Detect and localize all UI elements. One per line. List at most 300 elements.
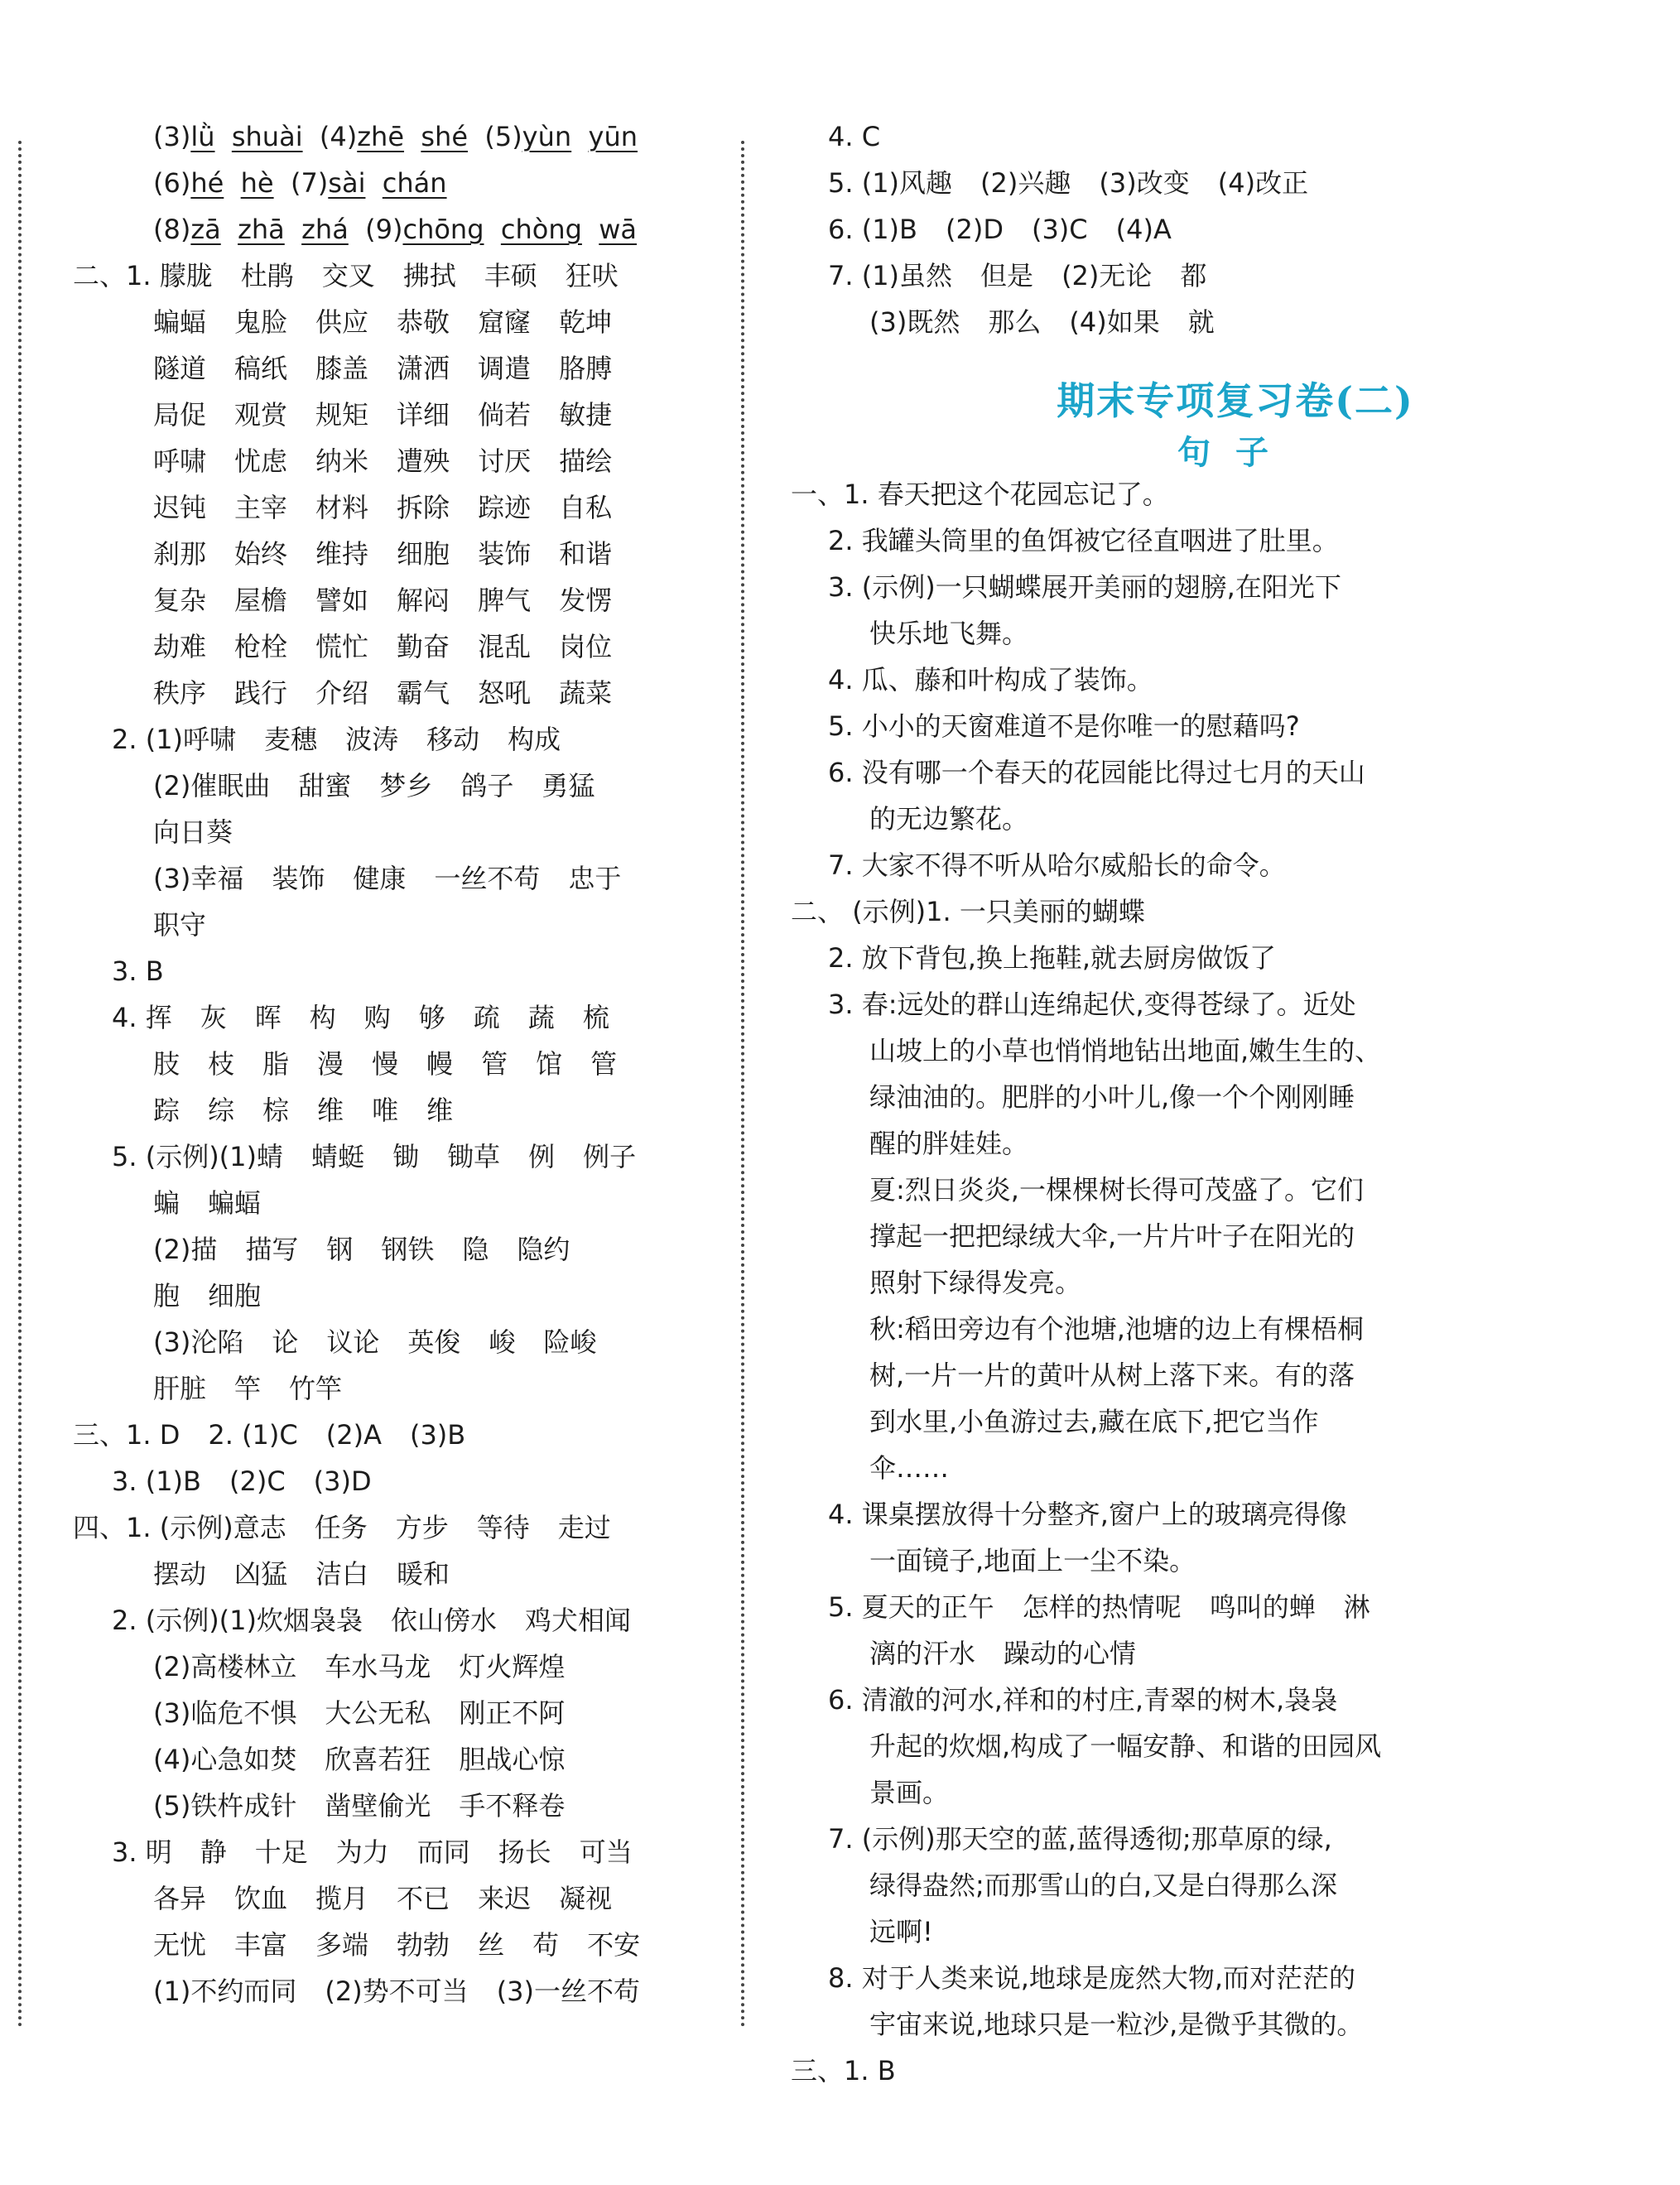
answer-word: 苟 (532, 1929, 560, 1961)
answer-word: 移动 (426, 724, 480, 755)
answer-line (153, 166, 447, 200)
answer-word: 霸气 (397, 677, 450, 709)
answer-line (73, 259, 647, 292)
answer-word: 调遣 (478, 353, 532, 384)
answer-line (828, 166, 1336, 200)
answer-word: 发愣 (559, 585, 613, 616)
answer-word: 朦胧 (159, 260, 213, 291)
question-number: 7. (828, 260, 862, 291)
answer-word: 健康 (353, 863, 407, 894)
answer-word: 始终 (234, 538, 288, 570)
question-number: 4. (828, 664, 862, 695)
answer-line (73, 1511, 639, 1544)
pinyin-answer: hè (240, 167, 274, 199)
answer-word: 混乱 (478, 631, 532, 662)
answer-word: 拂拭 (402, 260, 456, 291)
answer-word: 慢 (372, 1048, 399, 1080)
answer-word: 丰富 (234, 1929, 288, 1961)
pinyin-label: (4) (302, 121, 358, 152)
pinyin-label: (5) (468, 121, 522, 152)
answer-line (828, 1683, 1337, 1716)
pinyin-label: (7) (273, 167, 329, 199)
answer-word: (1)虽然 (861, 260, 953, 291)
answer-word: 狂吠 (565, 260, 619, 291)
answer-word: (1)风趣 (861, 167, 953, 199)
answer-word: (3)B (409, 1419, 466, 1451)
answer-word: 夏天的正午 (861, 1591, 994, 1623)
question-number: 4. (828, 121, 862, 152)
answer-word: 综 (208, 1095, 235, 1126)
answer-line (869, 1776, 949, 1809)
answer-text: 课桌摆放得十分整齐,窗户上的玻璃亮得像 (861, 1499, 1347, 1530)
answer-word: (2)高楼林立 (153, 1651, 297, 1682)
pinyin-label (221, 214, 238, 245)
answer-line (112, 1604, 659, 1637)
question-number: 二、1. (73, 260, 160, 291)
answer-line (153, 1372, 370, 1405)
answer-word: 淋 (1343, 1591, 1370, 1623)
answer-line (828, 1961, 1355, 1995)
answer-word: 脂 (262, 1048, 290, 1080)
answer-line (153, 769, 623, 802)
pinyin-label (224, 167, 240, 199)
answer-line (869, 1127, 1028, 1160)
answer-word: 蜻蜓 (311, 1141, 365, 1172)
answer-word: 钢 (326, 1234, 354, 1265)
question-number: 3. (828, 571, 862, 603)
answer-word: 购 (363, 1002, 391, 1033)
answer-word: 甜蜜 (298, 770, 352, 801)
answer-line (153, 1186, 289, 1220)
answer-word: 议论 (326, 1326, 380, 1358)
pinyin-answer: yùn (522, 121, 572, 152)
pinyin-answer: lǜ (190, 121, 215, 152)
answer-word: 勃勃 (397, 1929, 450, 1961)
question-number: 一、1. (791, 479, 878, 510)
answer-word: 隐 (462, 1234, 489, 1265)
answer-word: 敏捷 (559, 399, 613, 431)
answer-line (828, 849, 1286, 882)
answer-line (153, 1743, 593, 1776)
answer-text: 我罐头筒里的鱼饵被它径直咽进了肚里。 (861, 525, 1339, 556)
answer-word: 不已 (397, 1883, 450, 1914)
answer-word: 倘若 (478, 399, 532, 431)
answer-text: 放下背包,换上拖鞋,就去厨房做饭了 (861, 942, 1277, 974)
answer-line (869, 1312, 1364, 1345)
answer-word: 忠于 (568, 863, 622, 894)
answer-line (791, 2054, 896, 2087)
answer-word: 材料 (315, 492, 369, 523)
answer-word: 暖和 (397, 1558, 450, 1590)
answer-word: 主宰 (234, 492, 288, 523)
answer-word: 凝视 (559, 1883, 613, 1914)
answer-line (153, 213, 637, 246)
question-number: 4. (112, 1002, 146, 1033)
answer-word: (示例)意志 (159, 1512, 286, 1543)
answer-word: 呼啸 (153, 445, 207, 477)
answer-word: 论 (272, 1326, 299, 1358)
answer-line (153, 1928, 668, 1961)
answer-word: 锄草 (447, 1141, 501, 1172)
answer-word: 规矩 (315, 399, 369, 431)
question-number: 5. (828, 167, 862, 199)
answer-word: 供应 (315, 306, 369, 338)
answer-word: 灯火辉煌 (459, 1651, 566, 1682)
answer-word: 譬如 (315, 585, 369, 616)
answer-text: 宇宙来说,地球只是一粒沙,是微乎其微的。 (869, 2009, 1364, 2040)
pinyin-answer: wā (599, 214, 638, 245)
answer-line (791, 478, 1169, 511)
question-number: 三、1. (73, 1419, 160, 1451)
pinyin-label (484, 214, 501, 245)
answer-line (153, 1882, 640, 1915)
section-subtitle: 句子 (1177, 433, 1293, 472)
answer-line (869, 1544, 1196, 1577)
answer-word: 多端 (315, 1929, 369, 1961)
pinyin-answer: hé (190, 167, 224, 199)
answer-word: 棕 (262, 1095, 290, 1126)
answer-text: 清澈的河水,祥和的村庄,青翠的树木,袅袅 (861, 1684, 1338, 1716)
answer-word: (2)C (229, 1465, 286, 1497)
answer-word: 细胞 (208, 1280, 262, 1311)
answer-line (153, 120, 638, 153)
answer-word: 纳米 (315, 445, 369, 477)
answer-word: 观赏 (234, 399, 288, 431)
answer-word: (示例)(1)炊烟袅袅 (145, 1605, 363, 1636)
answer-word: 可当 (579, 1836, 633, 1868)
pinyin-answer: zhē (357, 121, 405, 152)
answer-line (153, 537, 640, 570)
answer-word: 自私 (559, 492, 613, 523)
answer-word: 胞 (153, 1280, 181, 1311)
answer-word: 鬼脸 (234, 306, 288, 338)
answer-word: 勤奋 (397, 631, 450, 662)
answer-word: 漫 (317, 1048, 344, 1080)
answer-line (828, 663, 1153, 696)
answer-line (869, 1637, 1164, 1670)
answer-word: 例 (528, 1141, 556, 1172)
answer-line (828, 1822, 1332, 1855)
pinyin-answer: shuài (231, 121, 303, 152)
pinyin-answer: zhā (238, 214, 285, 245)
answer-word: 幔 (426, 1048, 454, 1080)
answer-word: 都 (1180, 260, 1207, 291)
answer-word: 唯 (372, 1095, 399, 1126)
question-number: 5. (112, 1141, 146, 1172)
answer-word: 为力 (335, 1836, 389, 1868)
answer-word: (2)D (945, 214, 1004, 245)
answer-word: 十足 (254, 1836, 308, 1868)
answer-line (153, 1279, 289, 1312)
answer-word: 蝙 (153, 1187, 181, 1219)
answer-line (153, 491, 640, 524)
answer-word: 描绘 (559, 445, 613, 477)
question-number: 2. (828, 525, 862, 556)
answer-word: 细胞 (397, 538, 450, 570)
answer-line (828, 710, 1300, 743)
dotted-rule-left (18, 141, 22, 2029)
answer-word: 洁白 (315, 1558, 369, 1590)
answer-word: (4)如果 (1069, 306, 1160, 338)
answer-word: 但是 (980, 260, 1034, 291)
answer-word: (3)临危不惧 (153, 1697, 297, 1729)
answer-line (828, 988, 1356, 1021)
question-number: 2. (828, 942, 862, 974)
answer-word: 鸣叫的蝉 (1209, 1591, 1316, 1623)
question-number: 2. (112, 724, 146, 755)
answer-word: 岗位 (559, 631, 613, 662)
answer-word: 大公无私 (325, 1697, 431, 1729)
answer-word: 馆 (536, 1048, 563, 1080)
answer-word: 凿壁偷光 (325, 1790, 431, 1822)
answer-word: 向日葵 (153, 816, 233, 848)
answer-line (828, 213, 1200, 246)
answer-word: 肢 (153, 1048, 181, 1080)
answer-word: (2)兴趣 (980, 167, 1071, 199)
answer-word: 职守 (153, 909, 207, 941)
question-number: 4. (828, 1499, 862, 1530)
answer-word: 疏 (473, 1002, 500, 1033)
answer-word: 窟窿 (478, 306, 532, 338)
pinyin-label (365, 167, 382, 199)
answer-word: 踪迹 (478, 492, 532, 523)
answer-word: 静 (200, 1836, 227, 1868)
answer-word: 潇洒 (397, 353, 450, 384)
answer-word: 慌忙 (315, 631, 369, 662)
answer-word: 枪栓 (234, 631, 288, 662)
pinyin-label (215, 121, 232, 152)
answer-line (828, 941, 1276, 975)
answer-word: (3)改变 (1099, 167, 1190, 199)
answer-word: (1)不约而同 (153, 1976, 297, 2007)
answer-word: (1)呼啸 (145, 724, 237, 755)
answer-word: (3)沦陷 (153, 1326, 244, 1358)
answer-word: 枝 (208, 1048, 235, 1080)
question-number: 三、1. (791, 2055, 878, 2086)
answer-word: 维 (426, 1095, 454, 1126)
answer-line (869, 2008, 1363, 2041)
answer-text: 绿油油的。肥胖的小叶儿,像一个个刚刚睡 (869, 1081, 1355, 1113)
answer-text: 照射下绿得发亮。 (869, 1267, 1082, 1298)
answer-word: 明 (145, 1836, 172, 1868)
answer-word: 管 (590, 1048, 618, 1080)
answer-line (869, 1080, 1355, 1114)
answer-text: 秋:稻田旁边有个池塘,池塘的边上有棵梧桐 (869, 1313, 1364, 1345)
answer-word: 构成 (508, 724, 561, 755)
answer-word: (1)B (145, 1465, 201, 1497)
answer-text: 瓜、藤和叶构成了装饰。 (861, 664, 1153, 695)
answer-text: 升起的炊烟,构成了一幅安静、和谐的田园风 (869, 1730, 1382, 1762)
answer-line (869, 1730, 1381, 1763)
answer-word: 车水马龙 (325, 1651, 431, 1682)
answer-word: 摆动 (153, 1558, 207, 1590)
answer-word: (2)催眠曲 (153, 770, 271, 801)
answer-line (112, 1140, 664, 1173)
answer-word: 够 (418, 1002, 445, 1033)
answer-word: 讨厌 (478, 445, 532, 477)
pinyin-label (582, 214, 599, 245)
answer-word: 任务 (314, 1512, 368, 1543)
answer-line (153, 1650, 593, 1683)
answer-line (869, 1266, 1081, 1299)
answer-line (153, 352, 640, 385)
answer-word: (示例)(1)蜻 (145, 1141, 284, 1172)
pinyin-label: (3) (153, 121, 191, 152)
pinyin-label: (6) (153, 167, 191, 199)
answer-word: 揽月 (315, 1883, 369, 1914)
answer-line (153, 1975, 668, 2008)
answer-word: 而同 (416, 1836, 470, 1868)
answer-word: 和谐 (559, 538, 613, 570)
answer-text: 远啊! (869, 1916, 933, 1947)
pinyin-label: (8) (153, 214, 191, 245)
answer-word: 拆除 (397, 492, 450, 523)
answer-word: (5)铁杵成针 (153, 1790, 297, 1822)
answer-word: 蝙蝠 (208, 1187, 262, 1219)
answer-text: (示例)那天空的蓝,蓝得透彻;那草原的绿, (861, 1823, 1332, 1855)
answer-word: 挥 (145, 1002, 172, 1033)
answer-word: 装饰 (478, 538, 532, 570)
answer-text: 春天把这个花园忘记了。 (877, 479, 1169, 510)
pinyin-answer: chòng (500, 214, 582, 245)
answer-word: 复杂 (153, 585, 207, 616)
question-number: 7. (828, 849, 862, 881)
answer-text: (示例)一只蝴蝶展开美丽的翅膀,在阳光下 (861, 571, 1341, 603)
answer-line (112, 955, 192, 988)
answer-line (112, 1001, 638, 1034)
answer-line (153, 862, 649, 895)
answer-word: 隧道 (153, 353, 207, 384)
answer-line (153, 1094, 481, 1127)
answer-word: 丝 (478, 1929, 505, 1961)
answer-word: (2)描 (153, 1234, 218, 1265)
question-number: 四、1. (73, 1512, 160, 1543)
answer-line (828, 524, 1339, 557)
answer-line (869, 1359, 1355, 1392)
answer-text: 景画。 (869, 1777, 950, 1808)
answer-word: 那么 (988, 306, 1042, 338)
answer-word: 恭敬 (397, 306, 450, 338)
answer-word: 饮血 (234, 1883, 288, 1914)
answer-word: 无忧 (153, 1929, 207, 1961)
answer-word: 胆战心惊 (459, 1744, 566, 1775)
answer-text: (示例)1. 一只美丽的蝴蝶 (852, 896, 1145, 927)
answer-word: 介绍 (315, 677, 369, 709)
answer-word: 扬长 (498, 1836, 551, 1868)
answer-word: 英俊 (407, 1326, 461, 1358)
answer-line (869, 1034, 1381, 1067)
answer-word: 钢铁 (381, 1234, 435, 1265)
answer-word: 刹那 (153, 538, 207, 570)
answer-line (869, 1915, 933, 1948)
answer-word: 管 (481, 1048, 508, 1080)
answer-word: 装饰 (272, 863, 325, 894)
answer-line (869, 617, 1028, 650)
answer-text: 没有哪一个春天的花园能比得过七月的天山 (861, 757, 1365, 788)
answer-word: 手不释卷 (459, 1790, 566, 1822)
question-number: 6. (828, 214, 862, 245)
answer-line (112, 1836, 661, 1869)
answer-text: 大家不得不听从哈尔威船长的命令。 (861, 849, 1286, 881)
answer-word: 屋檐 (234, 585, 288, 616)
answer-line (869, 1451, 949, 1485)
answer-line (153, 398, 640, 431)
answer-word: 遭殃 (397, 445, 450, 477)
answer-word: 维持 (315, 538, 369, 570)
answer-text: 快乐地飞舞。 (869, 618, 1029, 649)
answer-line (153, 1557, 478, 1591)
answer-word: 丰硕 (484, 260, 537, 291)
answer-text: 树,一片一片的黄叶从树上落下来。有的落 (869, 1360, 1355, 1391)
answer-word: 一丝不苟 (434, 863, 541, 894)
answer-word: 来迟 (478, 1883, 532, 1914)
pinyin-label: (9) (348, 214, 403, 245)
answer-word: (2)无论 (1061, 260, 1153, 291)
answer-word: 胳膊 (559, 353, 613, 384)
pinyin-label (571, 121, 588, 152)
answer-word: 刚正不阿 (459, 1697, 566, 1729)
answer-word: 膝盖 (315, 353, 369, 384)
question-number: 3. (112, 955, 146, 987)
answer-word: 就 (1187, 306, 1215, 338)
answer-word: 鸽子 (460, 770, 514, 801)
answer-word: 乾坤 (559, 306, 613, 338)
answer-word: 走过 (557, 1512, 611, 1543)
answer-word: 稿纸 (234, 353, 288, 384)
answer-word: 各异 (153, 1883, 207, 1914)
question-number: 6. (828, 757, 862, 788)
answer-line (869, 802, 1028, 835)
answer-word: (3)D (313, 1465, 372, 1497)
question-number: 7. (828, 1823, 862, 1855)
answer-word: 梳 (582, 1002, 609, 1033)
answer-text: 绿得盎然;而那雪山的白,又是白得那么深 (869, 1870, 1337, 1901)
answer-line (828, 120, 880, 153)
answer-word: 躁动的心情 (1004, 1638, 1137, 1669)
answer-line (153, 306, 640, 339)
answer-text: 春:远处的群山连绵起伏,变得苍绿了。近处 (861, 989, 1356, 1020)
answer-line (869, 1869, 1337, 1902)
answer-word: (4)改正 (1217, 167, 1309, 199)
question-number: 3. (112, 1836, 146, 1868)
answer-line (153, 1789, 593, 1822)
answer-line (153, 816, 261, 849)
answer-word: 怎样的热情呢 (1022, 1591, 1182, 1623)
answer-line (869, 1405, 1319, 1438)
answer-line (828, 1498, 1347, 1531)
answer-word: 麦穗 (264, 724, 318, 755)
question-number: 5. (828, 710, 862, 742)
pinyin-answer: sài (328, 167, 366, 199)
pinyin-label (285, 214, 301, 245)
answer-line (828, 756, 1365, 789)
answer-word: 凶猛 (234, 1558, 288, 1590)
answer-word: B (145, 955, 164, 987)
answer-word: (3)C (1031, 214, 1088, 245)
answer-word: 蔬菜 (559, 677, 613, 709)
answer-text: 撑起一把把绿绒大伞,一片片叶子在阳光的 (869, 1220, 1355, 1252)
answer-word: 鸡犬相闻 (525, 1605, 632, 1636)
answer-line (153, 1047, 645, 1080)
pinyin-answer: shé (421, 121, 468, 152)
pinyin-label (404, 121, 421, 152)
question-number: 2. (112, 1605, 146, 1636)
answer-text: 小小的天窗难道不是你唯一的慰藉吗? (861, 710, 1300, 742)
answer-word: (2)势不可当 (325, 1976, 469, 2007)
answer-word: (3)一丝不苟 (496, 1976, 641, 2007)
answer-line (828, 259, 1235, 292)
answer-text: 一面镜子,地面上一尘不染。 (869, 1545, 1196, 1576)
